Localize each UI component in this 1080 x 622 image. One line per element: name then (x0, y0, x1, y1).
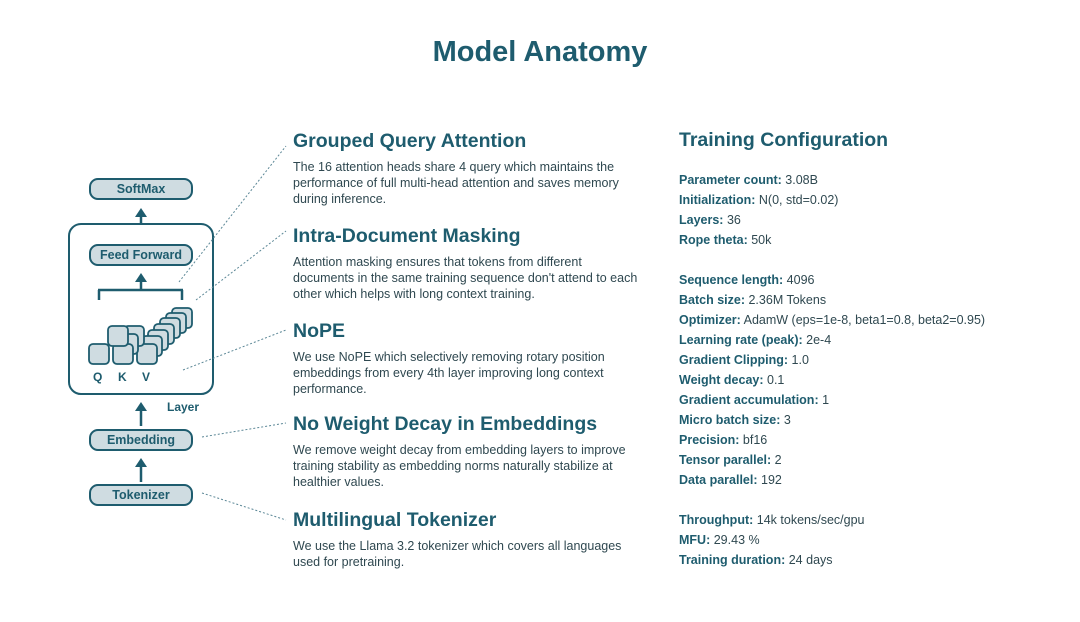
config-row (679, 550, 1069, 570)
config-row (679, 170, 1069, 190)
v-label: V (142, 370, 151, 384)
config-row (679, 190, 1069, 210)
config-row (679, 470, 1069, 490)
config-group-gap (679, 490, 1069, 510)
section-body: We remove weight decay from embedding layers to improve training stability as embedding norms naturally stabilize at healthier values. (293, 443, 626, 489)
config-heading: Training Configuration (679, 129, 889, 151)
config-row (679, 310, 1069, 330)
section-body: Attention masking ensures that tokens from different documents in the same training sequence don't attend to each other which helps with long context training. (293, 255, 638, 301)
config-value: 3 (783, 413, 791, 427)
config-row (679, 430, 1069, 450)
config-value: 50k (751, 233, 772, 247)
config-value: 2 (774, 453, 782, 467)
section-heading: Multilingual Tokenizer (293, 509, 497, 531)
arrow-layer-softmax (135, 208, 147, 224)
config-key: Learning rate (peak): (679, 333, 803, 347)
config-key: Precision: (679, 433, 740, 447)
config-row (679, 330, 1069, 350)
arrow-tokenizer-embedding (135, 458, 147, 482)
config-row (679, 410, 1069, 430)
config-key: Sequence length: (679, 273, 784, 287)
config-row (679, 390, 1069, 410)
config-row (679, 230, 1069, 250)
config-value: 29.43 % (713, 533, 760, 547)
config-key: Batch size: (679, 293, 745, 307)
config-key: Rope theta: (679, 233, 748, 247)
config-key: Layers: (679, 213, 724, 227)
config-value: AdamW (eps=1e-8, beta1=0.8, beta2=0.95) (743, 313, 986, 327)
section-body: We use NoPE which selectively removing rotary position embeddings from every 4th layer improving long context performance. (293, 350, 605, 396)
config-key: Throughput: (679, 513, 754, 527)
config-value: 4096 (786, 273, 815, 287)
config-value: 1.0 (791, 353, 809, 367)
config-row (679, 290, 1069, 310)
config-key: Training duration: (679, 553, 786, 567)
config-value: 0.1 (767, 373, 785, 387)
config-row (679, 510, 1069, 530)
config-value: 1 (822, 393, 830, 407)
section-grouped-query-attention (293, 129, 643, 207)
config-key: Tensor parallel: (679, 453, 772, 467)
config-row (679, 270, 1069, 290)
section-heading: Intra-Document Masking (293, 225, 521, 247)
config-key: Gradient Clipping: (679, 353, 789, 367)
config-row (679, 370, 1069, 390)
section-no-weight-decay (293, 412, 643, 490)
config-value: 24 days (788, 553, 833, 567)
config-key: Data parallel: (679, 473, 758, 487)
feed-forward-box: Feed Forward (89, 244, 193, 266)
config-key: Micro batch size: (679, 413, 781, 427)
section-body: We use the Llama 3.2 tokenizer which covers all languages used for pretraining. (293, 539, 622, 569)
section-heading: NoPE (293, 320, 346, 342)
config-value: 2.36M Tokens (748, 293, 827, 307)
section-heading: Grouped Query Attention (293, 130, 527, 152)
q-label: Q (93, 370, 103, 384)
config-key: Parameter count: (679, 173, 782, 187)
config-key: Weight decay: (679, 373, 764, 387)
training-configuration (679, 128, 1069, 570)
dotted-connectors (179, 146, 286, 520)
config-row (679, 450, 1069, 470)
config-group-gap (679, 250, 1069, 270)
section-intra-document-masking (293, 224, 643, 302)
config-value: 2e-4 (806, 333, 832, 347)
section-multilingual-tokenizer (293, 508, 643, 570)
config-key: Initialization: (679, 193, 756, 207)
config-value: bf16 (742, 433, 768, 447)
embedding-box: Embedding (89, 429, 193, 451)
config-list (679, 170, 1069, 570)
config-key: Gradient accumulation: (679, 393, 819, 407)
arrow-embedding-layer (135, 402, 147, 426)
layer-label: Layer (167, 400, 200, 414)
config-key: MFU: (679, 533, 711, 547)
branch-connector (98, 273, 183, 300)
config-value: N(0, std=0.02) (758, 193, 839, 207)
config-value: 192 (761, 473, 782, 487)
softmax-box: SoftMax (89, 178, 193, 200)
config-key: Optimizer: (679, 313, 741, 327)
section-nope (293, 319, 643, 397)
k-label: K (118, 370, 127, 384)
attention-heads (89, 308, 192, 364)
config-value: 14k tokens/sec/gpu (756, 513, 865, 527)
section-body: The 16 attention heads share 4 query which maintains the performance of full multi-head attention and saves memory during inference. (293, 160, 619, 206)
section-heading: No Weight Decay in Embeddings (293, 413, 598, 435)
tokenizer-box: Tokenizer (89, 484, 193, 506)
config-row (679, 350, 1069, 370)
config-value: 3.08B (785, 173, 818, 187)
page-title: Model Anatomy (432, 36, 648, 68)
config-row (679, 210, 1069, 230)
config-value: 36 (726, 213, 741, 227)
config-row (679, 530, 1069, 550)
